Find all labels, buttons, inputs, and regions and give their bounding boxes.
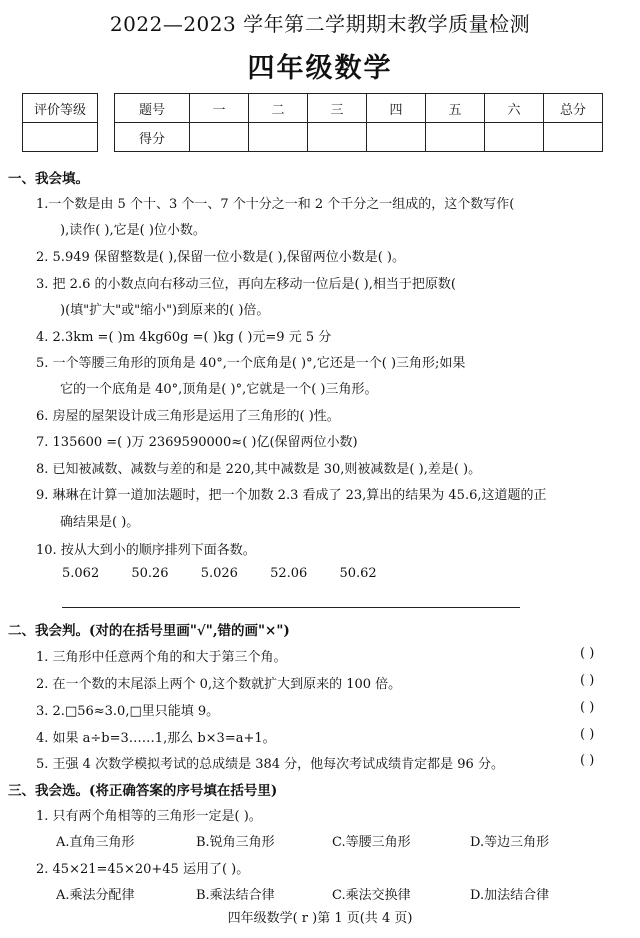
option-b[interactable]: B.锐角三角形	[196, 835, 275, 850]
fill-line: 4. 2.3km =( )m 4kg60g =( )kg ( )元=9 元 5 分	[36, 330, 332, 345]
number-item: 50.62	[339, 566, 377, 581]
option-a[interactable]: A.直角三角形	[56, 835, 135, 850]
answer-paren[interactable]: ( )	[580, 753, 595, 768]
answer-paren[interactable]: ( )	[580, 700, 595, 715]
score-header-3: 三	[308, 94, 367, 123]
score-row-label: 得分	[115, 123, 190, 152]
exam-title: 2022—2023 学年第二学期期末教学质量检测	[109, 12, 531, 36]
fill-line: 9. 琳琳在计算一道加法题时，把一个加数 2.3 看成了 23,算出的结果为 45.6,这道题的正	[36, 488, 547, 503]
score-cell[interactable]	[485, 123, 544, 152]
fill-line: 1.一个数是由 5 个十、3 个一、7 个十分之一和 2 个千分之一组成的，这个数写作(	[36, 197, 515, 212]
section2-title: 二、我会判。(对的在括号里画"√",错的画"×")	[8, 623, 290, 639]
score-header-0: 题号	[115, 94, 190, 123]
answer-paren[interactable]: ( )	[580, 727, 595, 742]
number-item: 50.26	[131, 566, 169, 581]
option-c[interactable]: C.乘法交换律	[332, 888, 411, 903]
judge-item: 5. 王强 4 次数学模拟考试的总成绩是 384 分，他每次考试成绩肯定都是 96 分。	[36, 757, 504, 772]
score-table	[114, 93, 603, 152]
fill-line: 它的一个底角是 40°,顶角是( )°,它就是一个( )三角形。	[60, 382, 378, 397]
score-header-4: 四	[367, 94, 426, 123]
score-header-1: 一	[190, 94, 249, 123]
fill-line: ),读作( ),它是( )位小数。	[60, 223, 206, 238]
answer-paren[interactable]: ( )	[580, 673, 595, 688]
judge-item: 1. 三角形中任意两个角的和大于第三个角。	[36, 650, 287, 665]
option-a[interactable]: A.乘法分配律	[56, 888, 135, 903]
number-item: 52.06	[270, 566, 308, 581]
score-cell[interactable]	[426, 123, 485, 152]
evaluation-table	[22, 93, 98, 152]
score-cell[interactable]	[249, 123, 308, 152]
number-list	[62, 566, 405, 581]
judge-item: 3. 2.□56≈3.0,□里只能填 9。	[36, 704, 220, 719]
fill-line: 5. 一个等腰三角形的顶角是 40°,一个底角是( )°,它还是一个( )三角形;如果	[36, 356, 466, 371]
option-b[interactable]: B.乘法结合律	[196, 888, 275, 903]
number-item: 5.062	[62, 566, 100, 581]
score-header-7: 总分	[544, 94, 603, 123]
score-cell[interactable]	[367, 123, 426, 152]
section3-title: 三、我会选。(将正确答案的序号填在括号里)	[8, 783, 278, 799]
score-header-5: 五	[426, 94, 485, 123]
choice-question: 2. 45×21=45×20+45 运用了( )。	[36, 862, 250, 877]
choice-question: 1. 只有两个角相等的三角形一定是( )。	[36, 809, 262, 824]
score-header-2: 二	[249, 94, 308, 123]
section1-title: 一、我会填。	[8, 171, 89, 187]
exam-subtitle: 四年级数学	[247, 53, 393, 84]
score-header-6: 六	[485, 94, 544, 123]
score-cell[interactable]	[544, 123, 603, 152]
judge-item: 4. 如果 a÷b=3……1,那么 b×3=a+1。	[36, 731, 276, 746]
score-cell[interactable]	[190, 123, 249, 152]
answer-paren[interactable]: ( )	[580, 646, 595, 661]
fill-line: 2. 5.949 保留整数是( ),保留一位小数是( ),保留两位小数是( )。	[36, 250, 405, 265]
answer-line[interactable]	[62, 607, 520, 608]
option-c[interactable]: C.等腰三角形	[332, 835, 411, 850]
fill-line: 确结果是( )。	[60, 515, 140, 530]
page-footer: 四年级数学( r )第 1 页(共 4 页)	[227, 911, 413, 926]
fill-line: 3. 把 2.6 的小数点向右移动三位，再向左移动一位后是( ),相当于把原数(	[36, 277, 456, 292]
number-item: 5.026	[200, 566, 238, 581]
fill-line: 6. 房屋的屋架设计成三角形是运用了三角形的( )性。	[36, 409, 340, 424]
score-cell[interactable]	[308, 123, 367, 152]
eval-label: 评价等级	[23, 94, 98, 123]
judge-item: 2. 在一个数的末尾添上两个 0,这个数就扩大到原来的 100 倍。	[36, 677, 402, 692]
fill-line: 7. 135600 =( )万 2369590000≈( )亿(保留两位小数)	[36, 435, 358, 450]
eval-cell[interactable]	[23, 123, 98, 152]
option-d[interactable]: D.加法结合律	[470, 888, 550, 903]
fill-line: )(填"扩大"或"缩小")到原来的( )倍。	[60, 303, 270, 318]
option-d[interactable]: D.等边三角形	[470, 835, 550, 850]
fill-line: 10. 按从大到小的顺序排列下面各数。	[36, 543, 256, 558]
fill-line: 8. 已知被减数、减数与差的和是 220,其中减数是 30,则被减数是( ),差是( )。	[36, 462, 482, 477]
